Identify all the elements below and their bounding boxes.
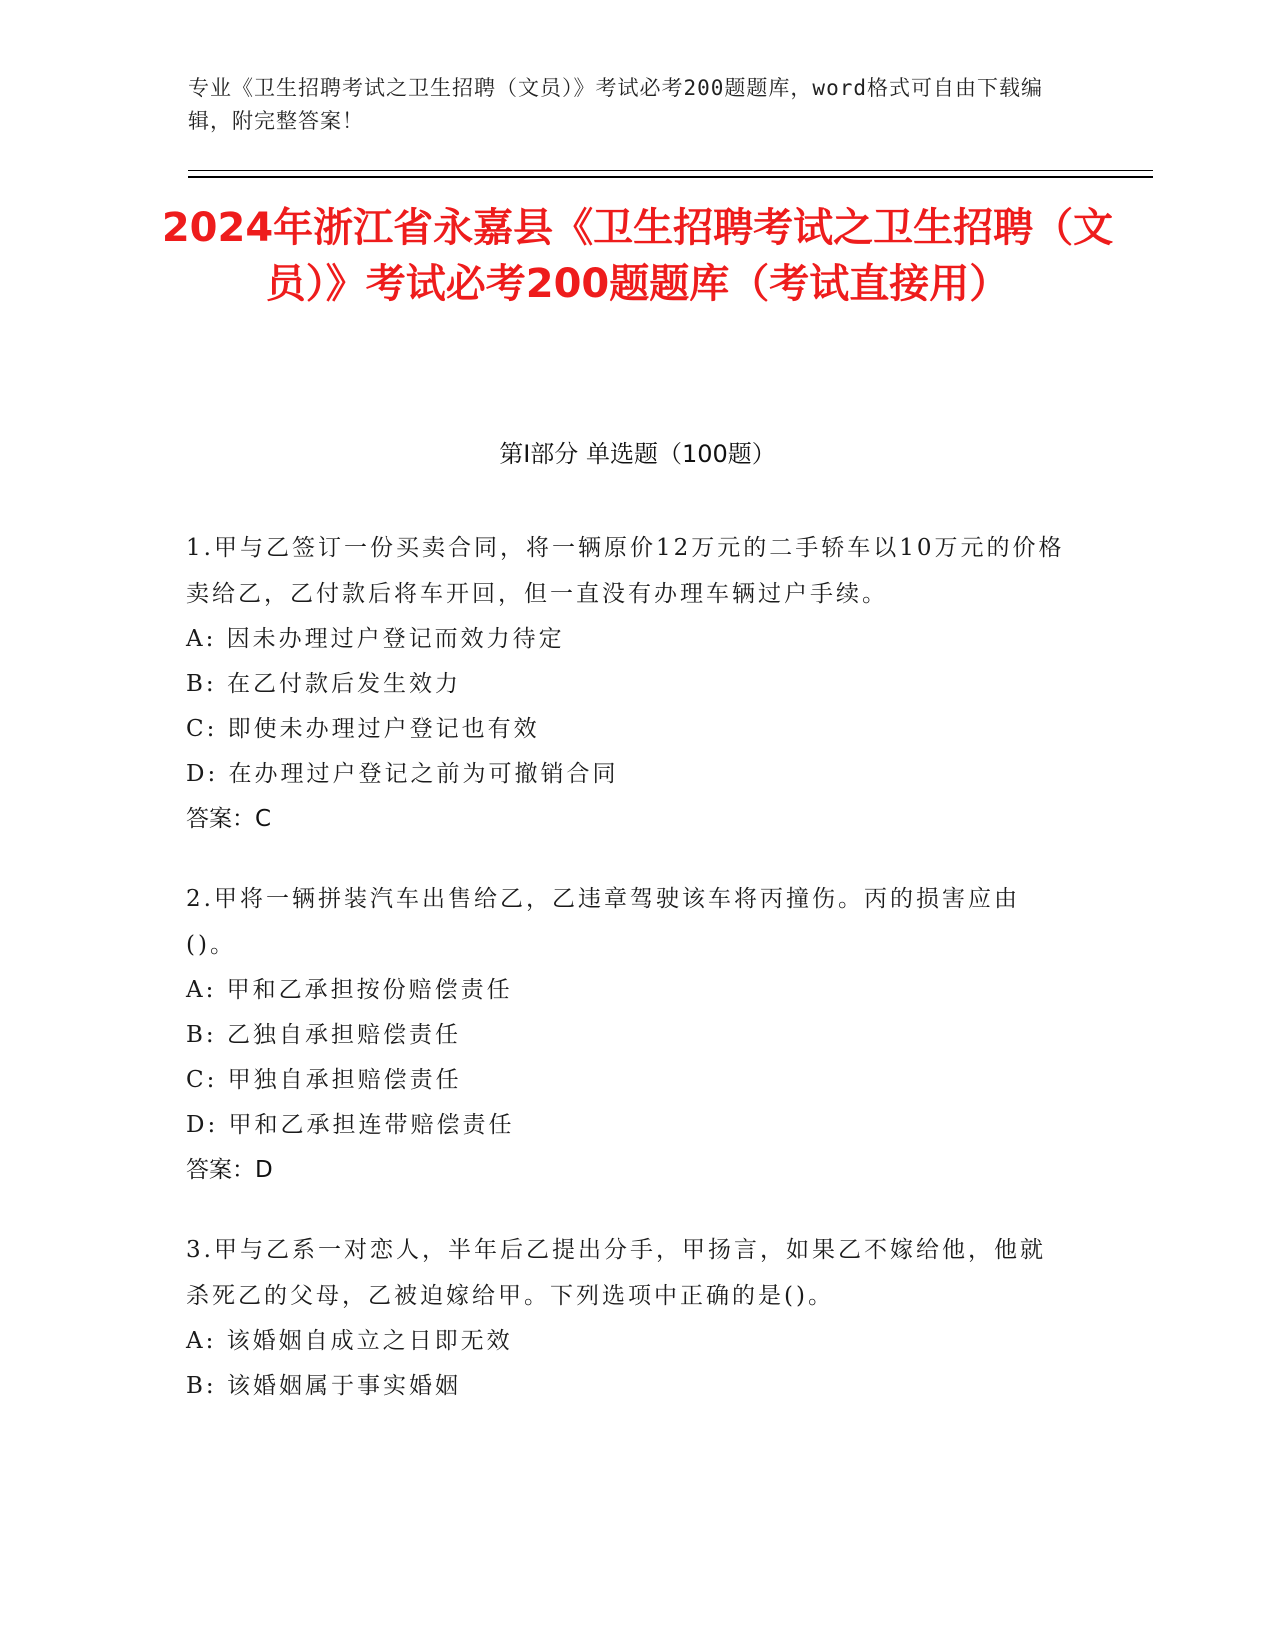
option-c: C: 甲独自承担赔偿责任 [186,1067,462,1093]
question-3 [186,1227,1066,1409]
answer: 答案：D [186,1157,273,1183]
document-title: 2024年浙江省永嘉县《卫生招聘考试之卫生招聘（文员）》考试必考200题题库（考试直接用） [161,205,1114,307]
question-list [186,525,1066,1443]
option-a: A: 因未办理过户登记而效力待定 [186,626,565,652]
question-stem: 2.甲将一辆拼装汽车出售给乙，乙违章驾驶该车将丙撞伤。丙的损害应由()。 [186,886,1020,958]
header-rule-thin [188,170,1153,171]
header-rule-thick [188,176,1153,178]
option-b: B: 在乙付款后发生效力 [186,671,461,697]
section-title: 第Ⅰ部分 单选题（100题） [499,440,776,468]
option-a: A: 该婚姻自成立之日即无效 [186,1328,513,1354]
question-2 [186,876,1066,1193]
option-c: C: 即使未办理过户登记也有效 [186,716,540,742]
question-stem: 1.甲与乙签订一份买卖合同，将一辆原价12万元的二手轿车以10万元的价格卖给乙，乙付款后将车开回，但一直没有办理车辆过户手续。 [186,535,1065,607]
option-d: D: 在办理过户登记之前为可撤销合同 [186,761,619,787]
question-stem: 3.甲与乙系一对恋人，半年后乙提出分手，甲扬言，如果乙不嫁给他，他就杀死乙的父母，乙被迫嫁给甲。下列选项中正确的是()。 [186,1237,1046,1309]
option-d: D: 甲和乙承担连带赔偿责任 [186,1112,515,1138]
question-1 [186,525,1066,842]
option-a: A: 甲和乙承担按份赔偿责任 [186,977,513,1003]
option-b: B: 乙独自承担赔偿责任 [186,1022,461,1048]
option-b: B: 该婚姻属于事实婚姻 [186,1373,461,1399]
answer: 答案：C [186,806,272,832]
header-note: 专业《卫生招聘考试之卫生招聘（文员）》考试必考200题题库，word格式可自由下载编辑，附完整答案！ [188,76,1043,133]
